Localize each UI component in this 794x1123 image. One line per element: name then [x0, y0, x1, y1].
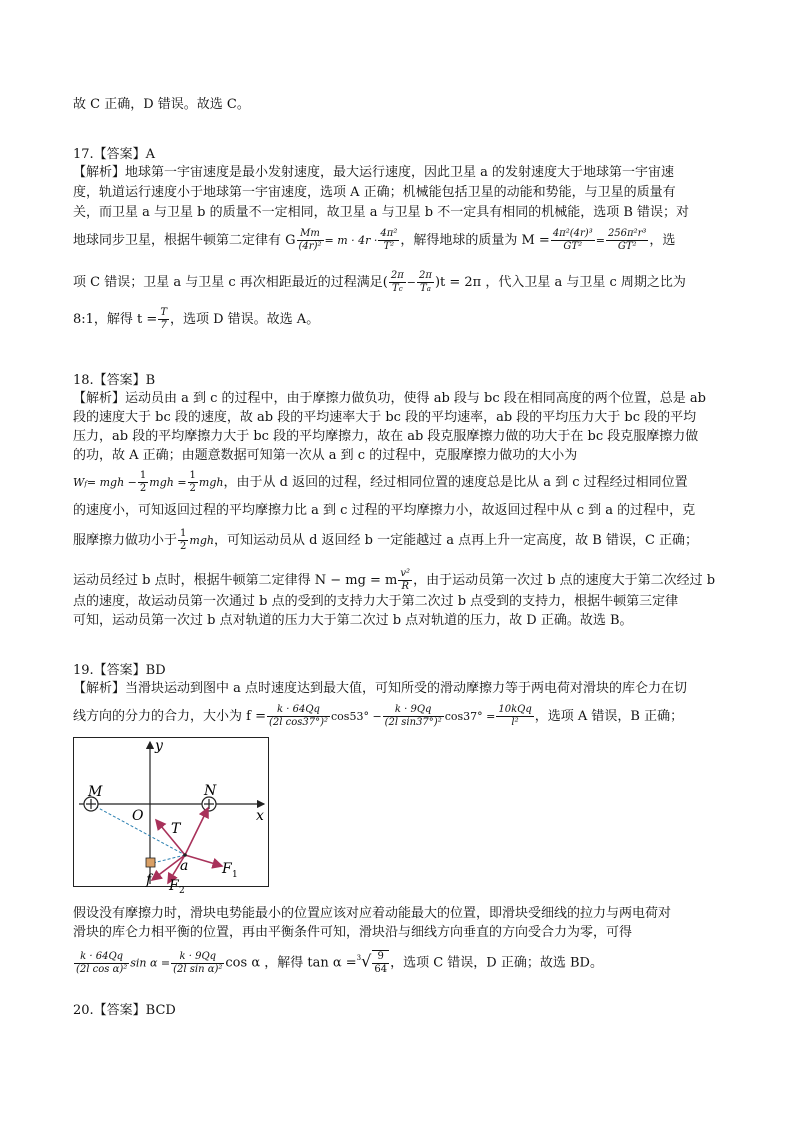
q18-line-9: 点的速度，故运动员第一次通过 b 点的受到的支持力大于第二次过 b 点受到的支持力，根据牛顿第三定律 [73, 594, 679, 609]
fraction: $\frac{1}{2}$ [139, 470, 147, 494]
q18-line-5: Wf= mgh − $\frac{1}{2}$ mgh = $\frac{1}{2}$ mgh，由于从 d 返回的过程，经过相同位置的速度总是比从 a 到 c 过程经过相同位置 [73, 470, 688, 494]
fraction: $\frac{T}{7}$ [160, 307, 167, 331]
physics-figure [73, 737, 269, 896]
q19-line-1: 【解析】当滑块运动到图中 a 点时速度达到最大值，可知所受的滑动摩擦力等于两电荷对滑块的库仑力在切 [73, 681, 688, 696]
label-f: f [146, 872, 152, 888]
q17-line-1: 【解析】地球第一宇宙速度是最小发射速度，最大运行速度，因此卫星 a 的发射速度大于地球第一宇宙速 [73, 165, 675, 180]
label-N: N [204, 783, 217, 799]
q18-line-3: 压力，ab 段的平均摩擦力大于 bc 段的平均摩擦力，故在 ab 段克服摩擦力做的功大于在 bc 段克服摩擦力做 [73, 429, 699, 444]
q16-conclusion: 故 C 正确，D 错误。故选 C。 [73, 97, 250, 112]
fraction: $\frac{\text{v²}}{R}$ [400, 568, 411, 592]
label-O: O [132, 808, 144, 824]
q17-line-3: 关，而卫星 a 与卫星 b 的质量不一定相同，故卫星 a 与卫星 b 不一定具有相同的机械能，选项 B 错误；对 [73, 205, 690, 220]
label-F2: F [169, 878, 179, 894]
point-a [183, 853, 187, 857]
fraction: $\frac{\text{10kQq}}{\text{l²}}$ [498, 704, 532, 728]
label-F1: F [222, 861, 232, 877]
q17-answer: 17.【答案】A [73, 147, 156, 162]
q17-line-4: 地球同步卫星，根据牛顿第二定律有 G $\frac{Mm}{\text{(4r)²}}$ = m · 4r · $\frac{\text{4π²}}{\text{T²}}$ ，解得地球的质量为 M = $\frac{\text{4π²(4r)³}}{\text{GT²}}$ = $\frac{\text{256π²r³}}{\text{GT²}}$ ，选 [73, 228, 676, 252]
q19-answer: 19.【答案】BD [73, 663, 166, 678]
q19-line-2: 线方向的分力的合力，大小为 f = $\frac{k \cdot 64Qq}{\text{(2l cos37°)²}}$ cos53° − $\frac{k \cdot 9Qq}{\text{(2l sin37°)²}}$ cos37° = $\frac{\text{10kQq}}{\text{l²}}$ ，选项 A 错误，B 正确； [73, 704, 684, 728]
fraction: $\frac{2\pi}{Tc}$ [390, 270, 404, 294]
F1-arrow [185, 855, 222, 866]
q17-line-5: 项 C 错误；卫星 a 与卫星 c 再次相距最近的过程满足( $\frac{2\pi}{Tc}$ − $\frac{2\pi}{Ta}$ )t = 2π ，代入卫星 a 与卫星 c 周期之比为 [73, 270, 686, 294]
figure-svg [74, 738, 268, 896]
fraction: $\frac{k \cdot 9Qq}{\text{(2l sin α)²}}$ [173, 950, 223, 975]
q18-line-2: 段的速度大于 bc 段的速度，故 ab 段的平均速率大于 bc 段的平均速率，ab 段的平均压力大于 bc 段的平均 [73, 410, 697, 425]
q17-line-2: 度，轨道运行速度小于地球第一宇宙速度，选项 A 正确；机械能包括卫星的动能和势能，与卫星的质量有 [73, 185, 676, 200]
label-T: T [171, 821, 181, 837]
label-y: y [155, 738, 163, 754]
q19-line-5: $\frac{k \cdot 64Qq}{\text{(2l cos α)²}}$ sin α = $\frac{k \cdot 9Qq}{\text{(2l sin α)²}}$ cos α ，解得 tan α =$^3$√ $\frac{9}{64}$ ，选项 C 错误，D 正确；故选 BD。 [76, 950, 603, 975]
q18-line-8: 运动员经过 b 点时，根据牛顿第二定律得 N − mg = m $\frac{\text{v²}}{R}$ ，由于运动员第一次过 b 点的速度大于第二次经过 b [73, 568, 716, 592]
label-F2-sub: 2 [179, 886, 185, 896]
label-a: a [180, 858, 189, 874]
fraction: $\frac{\text{256π²r³}}{\text{GT²}}$ [607, 228, 647, 252]
label-x: x [256, 808, 264, 824]
q18-line-4: 的功，故 A 正确；由题意数据可知第一次从 a 到 c 的过程中，克服摩擦力做功的大小为 [73, 448, 578, 463]
q17-line-6: 8:1，解得 t = $\frac{T}{7}$ ，选项 D 错误。故选 A。 [73, 307, 320, 331]
fraction: $\frac{9}{64}$ [374, 951, 388, 975]
q20-answer: 20.【答案】BCD [73, 1003, 176, 1018]
q18-line-1: 【解析】运动员由 a 到 c 的过程中，由于摩擦力做负功，使得 ab 段与 bc 段在相同高度的两个位置，总是 ab [73, 391, 706, 406]
label-M: M [88, 784, 103, 800]
fraction: $\frac{1}{2}$ [180, 528, 187, 552]
fraction: $\frac{\text{4π²(4r)³}}{\text{GT²}}$ [552, 228, 593, 252]
fraction: $\frac{k \cdot 64Qq}{\text{(2l cos α)²}}$ [76, 950, 128, 975]
fraction: $\frac{\text{4π²}}{\text{T²}}$ [380, 228, 398, 252]
fraction: $\frac{Mm}{\text{(4r)²}}$ [298, 228, 322, 252]
label-F1-sub: 1 [232, 870, 238, 880]
fraction: $\frac{1}{2}$ [189, 470, 196, 494]
n-arrow [185, 808, 208, 855]
q18-answer: 18.【答案】B [73, 373, 156, 388]
q19-line-4: 滑块的库仑力相平衡的位置，再由平衡条件可知，滑块沿与细线方向垂直的方向受合力为零，可得 [73, 925, 633, 940]
q19-line-3: 假设没有摩擦力时，滑块电势能最小的位置应该对应着动能最大的位置，即滑块受细线的拉力与两电荷对 [73, 906, 672, 921]
q18-line-10: 可知，运动员第一次过 b 点对轨道的压力大于第二次过 b 点对轨道的压力，故 D 正确。故选 B。 [73, 613, 633, 628]
fraction: $\frac{k \cdot 64Qq}{\text{(2l cos37°)²}}$ [268, 704, 329, 728]
q18-line-7: 服摩擦力做功小于 $\frac{1}{2}$ mgh，可知运动员从 d 返回经 b 一定能越过 a 点再上升一定高度，故 B 错误，C 正确； [73, 528, 699, 552]
q18-line-6: 的速度小，可知返回过程的平均摩擦力比 a 到 c 过程的平均摩擦力小，故返回过程中从 c 到 a 的过程中，克 [73, 503, 696, 518]
fraction: $\frac{k \cdot 9Qq}{\text{(2l sin37°)²}}$ [384, 704, 442, 728]
fraction: $\frac{2\pi}{Ta}$ [419, 270, 432, 294]
slider-block [146, 858, 155, 867]
